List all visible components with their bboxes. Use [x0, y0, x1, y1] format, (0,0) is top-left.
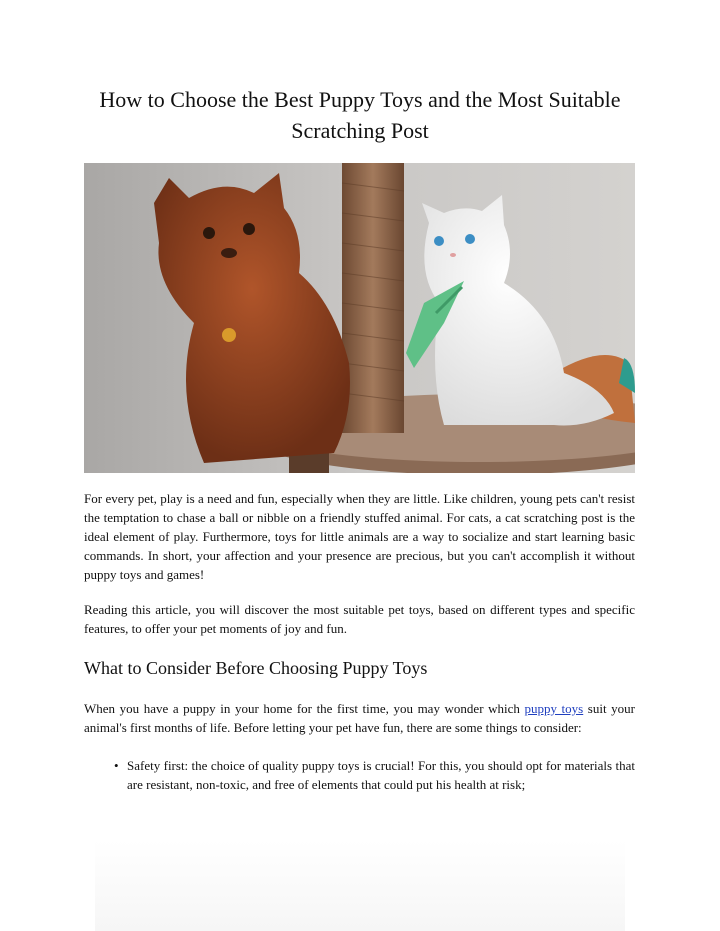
bullet-icon: • [114, 758, 119, 773]
section-heading: What to Consider Before Choosing Puppy Toys [84, 658, 428, 678]
intro-paragraph: For every pet, play is a need and fun, especially when they are little. Like children, young pets can't resist the temptation to chase a ball or nibble on a friendly stuffed animal. For cats, a cat scratching post is the ideal element of play. Furthermore, toys for little animals are a way to socialize and start learning basic commands. In short, your affection and your presence are precious, but you can't accomplish it without puppy toys and games! [84, 491, 635, 582]
article-summary-paragraph: Reading this article, you will discover the most suitable pet toys, based on different types and specific features, to offer your pet moments of joy and fun. [84, 602, 635, 636]
puppy-toys-link[interactable]: puppy toys [524, 701, 584, 716]
page-shade [95, 840, 625, 931]
list-item [114, 756, 635, 794]
considerations-list [114, 756, 635, 794]
list-item-text: Safety first: the choice of quality puppy toys is crucial! For this, you should opt for materials that are resistant, non-toxic, and free of elements that could put his health at risk; [127, 758, 635, 792]
paragraph-text-after-link: suit your animal's first months of life. Before letting your pet have fun, there are some things to consider: [84, 701, 635, 735]
hero-image [84, 163, 635, 473]
cats-photo-illustration [84, 163, 635, 473]
considerations-paragraph [84, 699, 635, 737]
paragraph-text-before-link: When you have a puppy in your home for the first time, you may wonder which [84, 701, 525, 716]
article-title: How to Choose the Best Puppy Toys and the Most Suitable Scratching Post [99, 87, 621, 143]
